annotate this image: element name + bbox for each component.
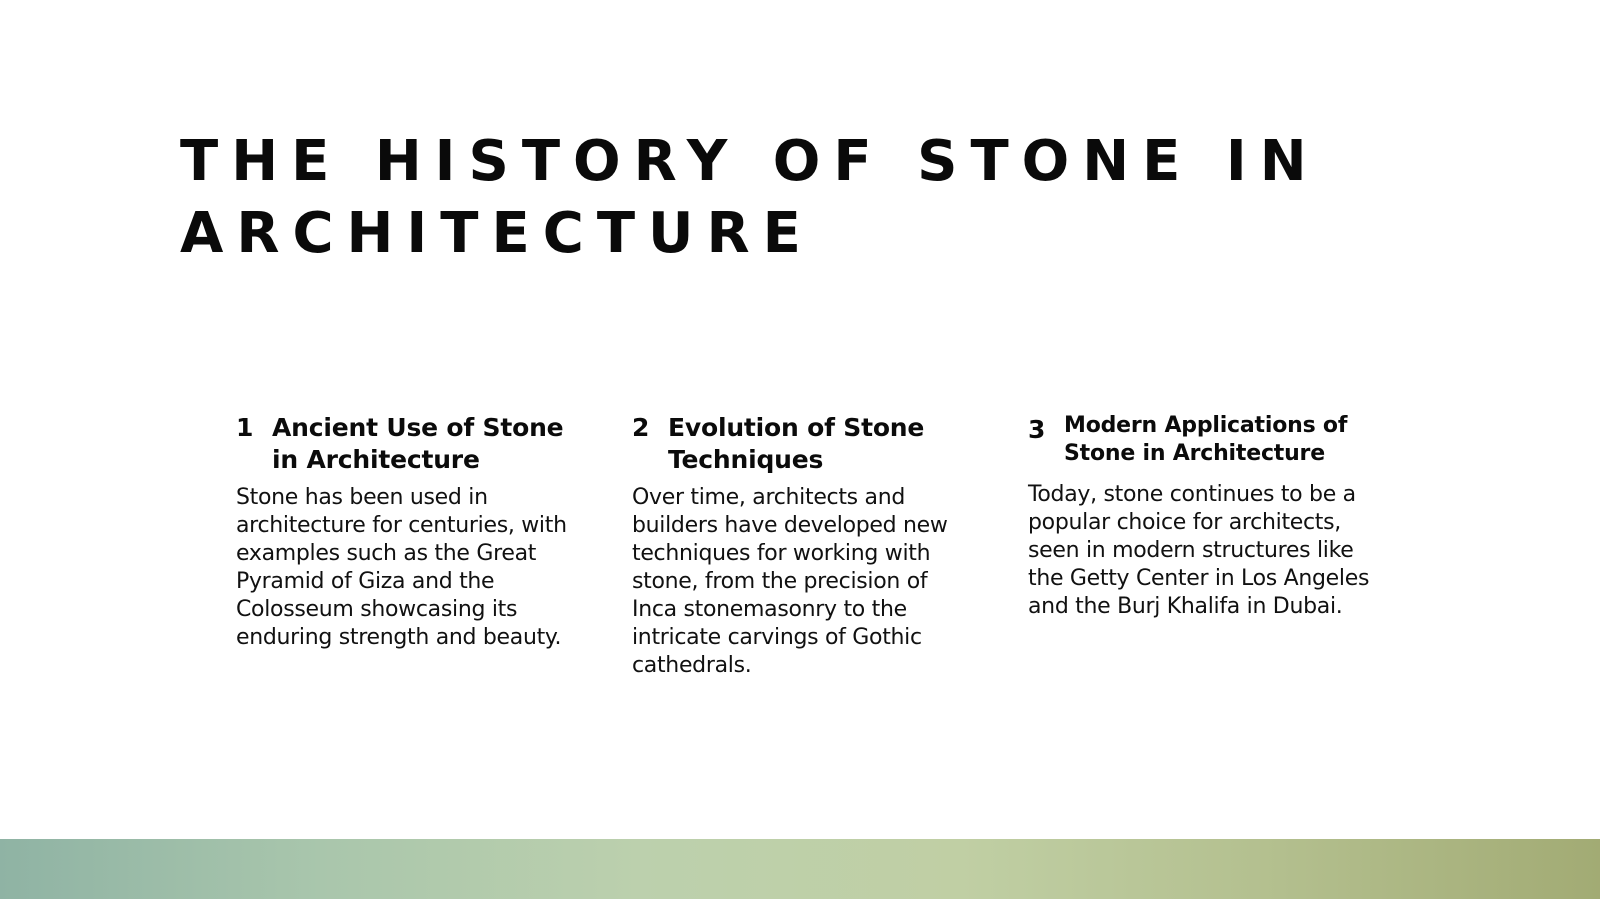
section-header <box>632 412 977 476</box>
section-number: 1 <box>236 413 254 442</box>
section-modern-applications <box>1028 412 1373 621</box>
section-body: Today, stone continues to be a popular choice for architects, seen in modern structures like the Getty Center in Los Angeles and the Burj Khalifa in Dubai. <box>1028 482 1370 619</box>
section-number: 2 <box>632 413 650 442</box>
section-evolution <box>632 412 977 680</box>
section-heading: Ancient Use of Stone in Architecture <box>272 413 564 474</box>
section-heading: Modern Applications of Stone in Architecture <box>1064 413 1348 466</box>
section-header <box>1028 412 1373 468</box>
section-body: Stone has been used in architecture for centuries, with examples such as the Great Pyramid of Giza and the Colosseum showcasing its enduring strength and beauty. <box>236 485 567 650</box>
slide-title: THE HISTORY OF STONE IN ARCHITECTURE <box>180 129 1320 266</box>
section-heading: Evolution of Stone Techniques <box>668 413 925 474</box>
section-body: Over time, architects and builders have developed new techniques for working with stone, from the precision of Inca stonemasonry to the intricate carvings of Gothic cathedrals. <box>632 485 948 678</box>
section-number: 3 <box>1028 415 1046 444</box>
section-ancient-use <box>236 412 581 652</box>
section-header <box>236 412 581 476</box>
decorative-gradient-band <box>0 839 1600 899</box>
